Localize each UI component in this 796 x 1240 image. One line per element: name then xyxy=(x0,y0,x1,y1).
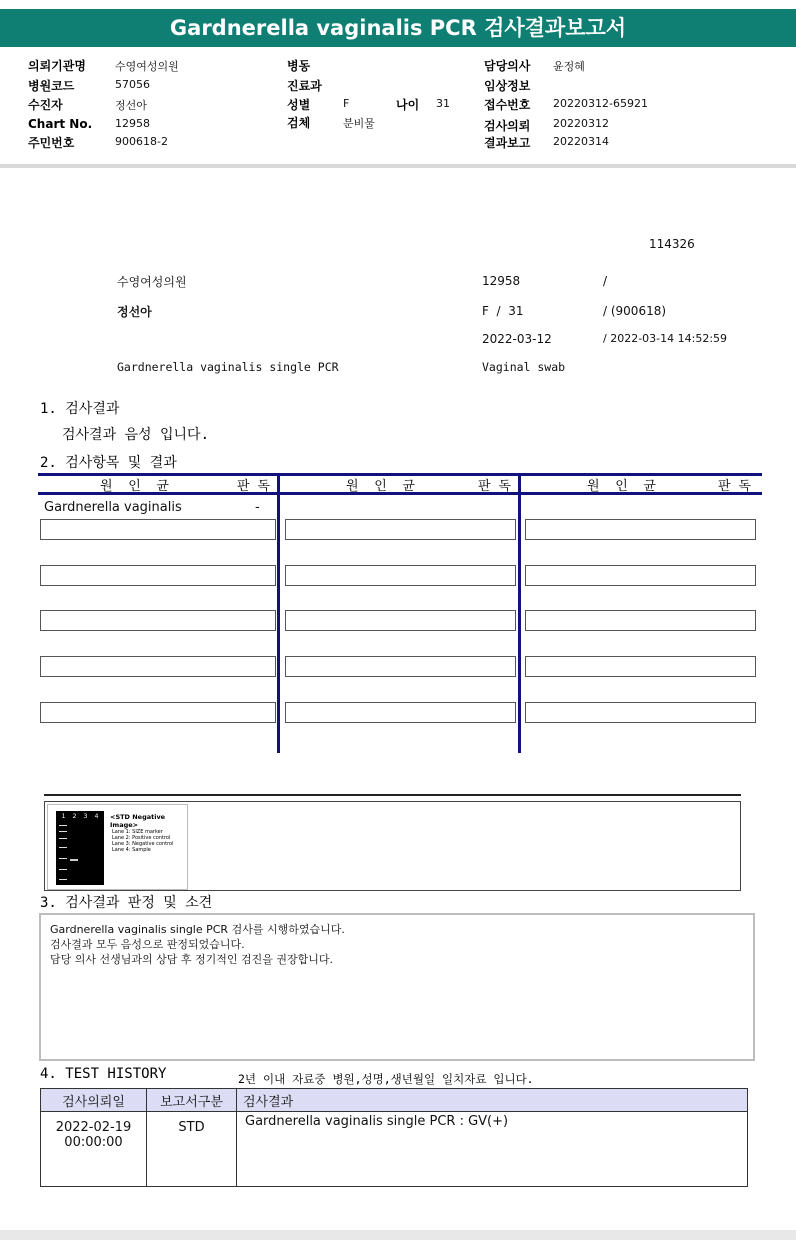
report-title: Gardnerella vaginalis PCR 검사결과보고서 xyxy=(0,9,796,47)
history-date: 2022-02-19 xyxy=(55,1120,132,1135)
marker-band xyxy=(59,831,67,832)
empty-result-cell xyxy=(525,519,756,540)
empty-result-cell xyxy=(285,656,516,677)
value-specimen: 분비물 xyxy=(343,117,375,130)
marker-band xyxy=(59,869,67,870)
gel-top-rule xyxy=(44,794,741,796)
history-date-cell xyxy=(41,1112,147,1187)
marker-band xyxy=(59,858,67,859)
info-specimen: Vaginal swab xyxy=(482,360,566,374)
history-time: 00:00:00 xyxy=(64,1135,123,1150)
empty-result-cell xyxy=(40,656,276,677)
label-department: 진료과 xyxy=(287,79,322,93)
empty-result-cell xyxy=(525,656,756,677)
value-receipt-no: 20220312-65921 xyxy=(553,97,648,110)
col-organism-2: 원 인 균 xyxy=(346,479,415,494)
result-reading-gardnerella: - xyxy=(255,500,260,515)
footer-bar xyxy=(0,1230,796,1240)
history-header-row xyxy=(41,1089,748,1112)
history-col-date: 검사의뢰일 xyxy=(41,1089,147,1112)
history-col-result: 검사결과 xyxy=(237,1089,748,1112)
table-row xyxy=(41,1112,748,1187)
history-col-type: 보고서구분 xyxy=(147,1089,237,1112)
info-sex-age: F / 31 xyxy=(482,304,524,318)
gel-image-panel xyxy=(47,804,188,890)
label-ward: 병동 xyxy=(287,59,311,73)
gel-electrophoresis-image xyxy=(56,811,104,885)
label-age: 나이 xyxy=(396,98,420,112)
value-hospital-code: 57056 xyxy=(115,78,150,91)
col-reading-2: 판 독 xyxy=(478,479,511,494)
value-doctor: 윤정혜 xyxy=(553,60,585,73)
label-patient: 수진자 xyxy=(28,98,63,112)
marker-band xyxy=(59,838,67,839)
lane-number: 3 xyxy=(83,813,88,820)
empty-result-cell xyxy=(285,565,516,586)
value-chart-no: 12958 xyxy=(115,117,150,130)
section3-heading: 3. 검사결과 판정 및 소견 xyxy=(40,895,213,911)
info-report-datetime: / 2022-03-14 14:52:59 xyxy=(603,332,728,345)
opinion-box xyxy=(39,913,755,1061)
label-resident-number: 주민번호 xyxy=(28,136,75,150)
gel-legend-item: Lane 2: Positive control xyxy=(112,835,171,841)
opinion-line: 검사결과 모두 음성으로 판정되었습니다. xyxy=(50,938,245,951)
lane-number: 4 xyxy=(94,813,99,820)
result-organism-gardnerella: Gardnerella vaginalis xyxy=(44,500,182,515)
marker-band xyxy=(59,847,67,848)
label-receipt-no: 접수번호 xyxy=(484,98,531,112)
col-reading-1: 판 독 xyxy=(237,479,270,494)
opinion-line: 담당 의사 선생님과의 상담 후 정기적인 검진을 권장합니다. xyxy=(50,953,333,966)
history-note: 2년 이내 자료중 병원,성명,생년월일 일치자료 입니다. xyxy=(238,1072,534,1086)
label-report-date: 결과보고 xyxy=(484,136,531,150)
section4-heading: 4. TEST HISTORY xyxy=(40,1066,167,1082)
empty-result-cell xyxy=(40,565,276,586)
gel-image-frame xyxy=(44,801,741,891)
value-resident-number: 900618-2 xyxy=(115,135,168,148)
marker-band xyxy=(59,825,67,826)
value-clinic: 수영여성의원 xyxy=(115,60,179,73)
label-doctor: 담당의사 xyxy=(484,59,531,73)
lane-number: 1 xyxy=(61,813,66,820)
label-clinical-info: 임상정보 xyxy=(484,79,531,93)
positive-control-band xyxy=(70,859,78,861)
test-history-table xyxy=(40,1088,748,1187)
results-divider-2 xyxy=(518,473,521,753)
empty-result-cell xyxy=(40,519,276,540)
col-organism-3: 원 인 균 xyxy=(587,479,656,494)
lane-number: 2 xyxy=(72,813,77,820)
empty-result-cell xyxy=(525,702,756,723)
header-divider xyxy=(0,164,796,168)
gel-legend-item: Lane 1: SIZE marker xyxy=(112,829,163,835)
marker-band xyxy=(59,879,67,880)
value-patient: 정선아 xyxy=(115,99,147,112)
label-clinic: 의뢰기관명 xyxy=(28,59,86,73)
section1-result-text: 검사결과 음성 입니다. xyxy=(62,427,210,443)
empty-result-cell xyxy=(40,702,276,723)
info-birth: / (900618) xyxy=(603,304,667,318)
value-request-date: 20220312 xyxy=(553,117,609,130)
gel-legend xyxy=(112,829,174,853)
info-request-date: 2022-03-12 xyxy=(482,332,552,346)
gel-legend-item: Lane 4: Sample xyxy=(112,847,151,853)
info-chart: 12958 xyxy=(482,274,521,288)
label-sex: 성별 xyxy=(287,98,311,112)
info-clinic: 수영여성의원 xyxy=(117,275,187,289)
gel-legend-item: Lane 3: Negative control xyxy=(112,841,174,847)
gel-image-title: <STD Negative Image> xyxy=(110,813,166,829)
section2-heading: 2. 검사항목 및 결과 xyxy=(40,455,177,471)
info-slash: / xyxy=(603,274,608,288)
empty-result-cell xyxy=(525,565,756,586)
empty-result-cell xyxy=(285,519,516,540)
value-sex: F xyxy=(343,97,350,110)
value-age: 31 xyxy=(436,97,450,110)
label-request-date: 검사의뢰 xyxy=(484,119,531,133)
id-number: 114326 xyxy=(649,237,695,251)
results-divider-1 xyxy=(277,473,280,753)
opinion-line: Gardnerella vaginalis single PCR 검사를 시행하였습니다. xyxy=(50,923,345,936)
label-specimen: 검체 xyxy=(287,116,311,130)
col-organism-1: 원 인 균 xyxy=(100,479,169,494)
history-type-cell: STD xyxy=(147,1112,237,1187)
label-chart-no: Chart No. xyxy=(28,117,93,131)
col-reading-3: 판 독 xyxy=(718,479,751,494)
empty-result-cell xyxy=(40,610,276,631)
section1-heading: 1. 검사결과 xyxy=(40,401,120,417)
empty-result-cell xyxy=(285,702,516,723)
value-report-date: 20220314 xyxy=(553,135,609,148)
history-result-cell: Gardnerella vaginalis single PCR : GV(+) xyxy=(237,1112,748,1187)
info-test-name: Gardnerella vaginalis single PCR xyxy=(117,360,339,374)
info-patient: 정선아 xyxy=(117,305,152,319)
label-hospital-code: 병원코드 xyxy=(28,79,75,93)
empty-result-cell xyxy=(285,610,516,631)
empty-result-cell xyxy=(525,610,756,631)
